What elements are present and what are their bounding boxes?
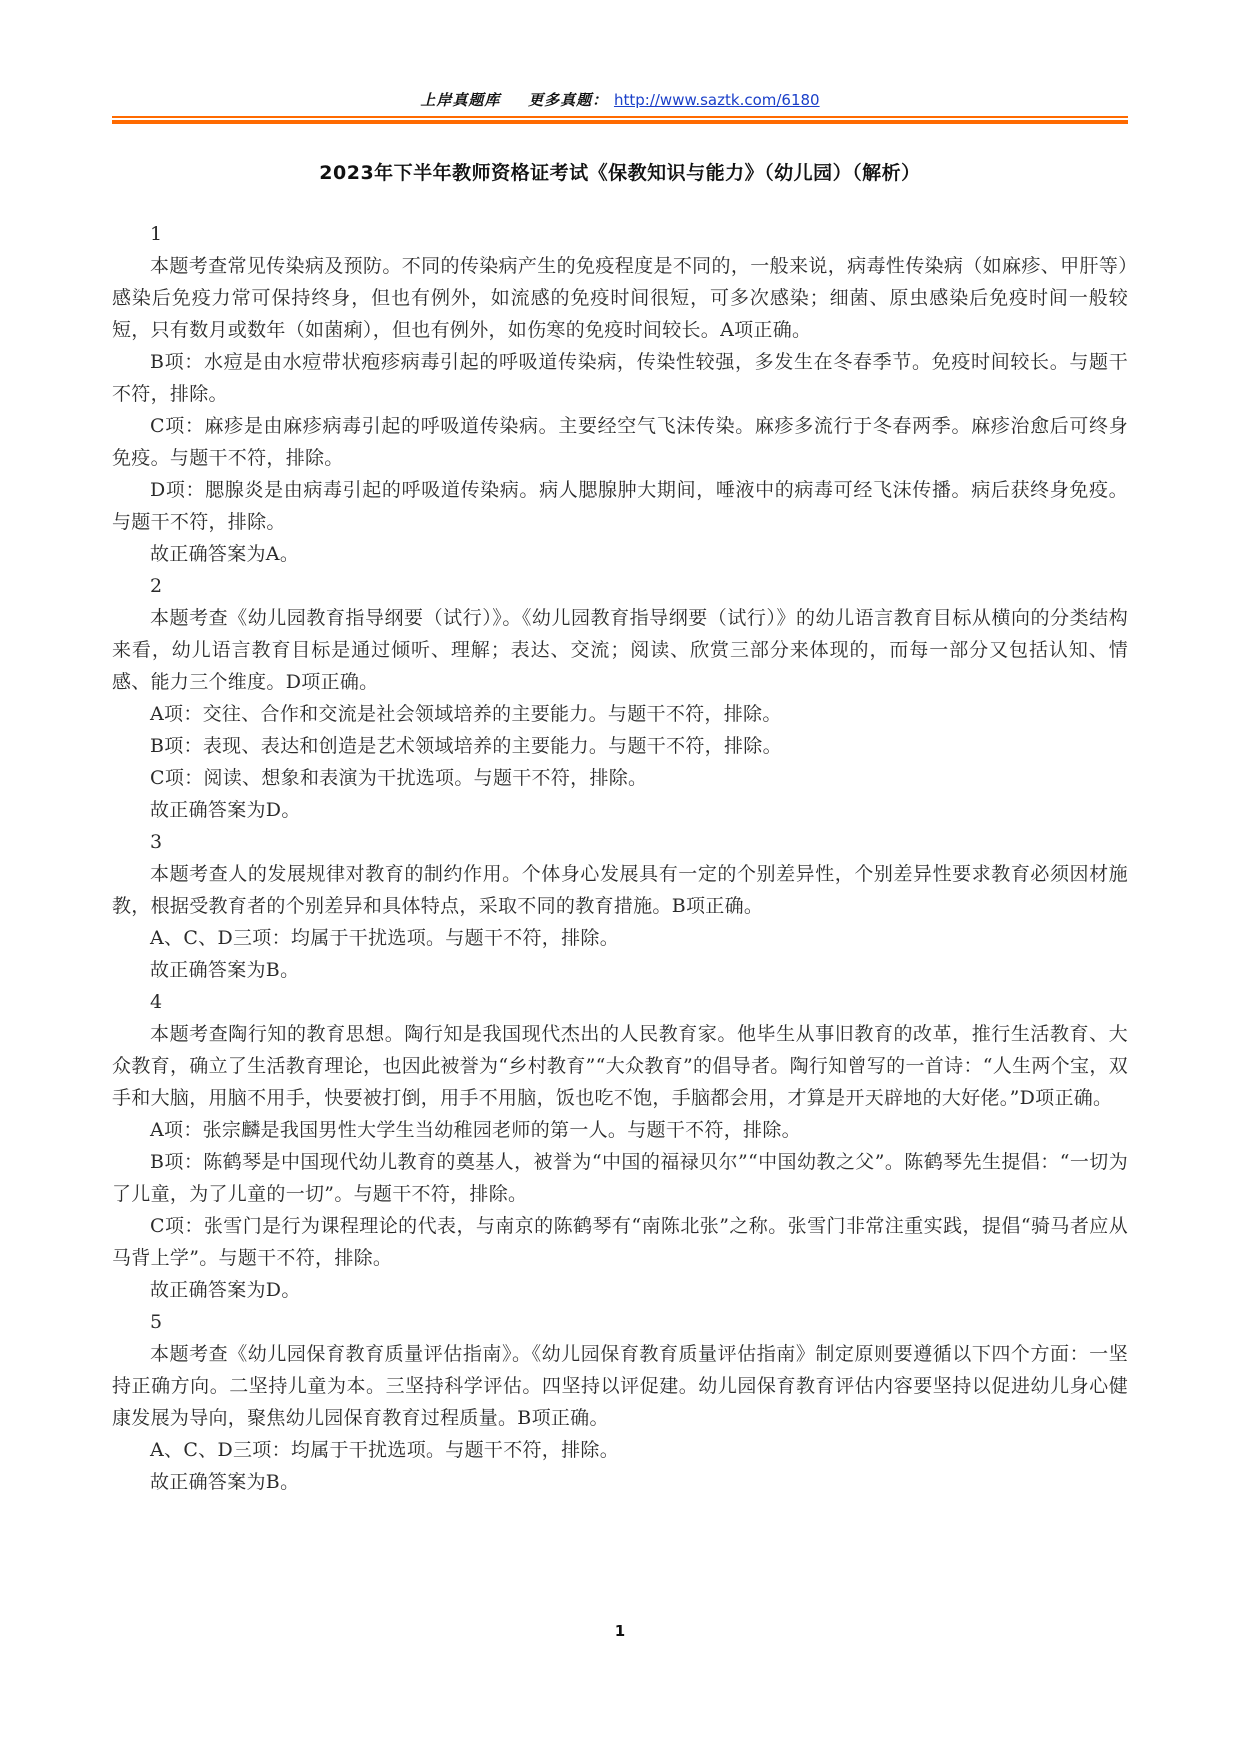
question-number: 3 [150, 831, 163, 853]
answer-paragraph: 故正确答案为D。 [150, 799, 301, 821]
analysis-paragraph: 本题考查《幼儿园保育教育质量评估指南》。《幼儿园保育教育质量评估指南》制定原则要遵循以下四个方面：一坚持正确方向。二坚持儿童为本。三坚持科学评估。四坚持以评促建。幼儿园保育教育评估内容要坚持以促进幼儿身心健康发展为导向，聚焦幼儿园保育教育过程质量。B项正确。 [112, 1343, 1128, 1429]
header-brand: 上岸真题库 [420, 91, 501, 109]
option-b-paragraph: B项：表现、表达和创造是艺术领域培养的主要能力。与题干不符，排除。 [150, 735, 782, 757]
answer-paragraph: 故正确答案为B。 [150, 1471, 300, 1493]
document-body [112, 218, 1128, 1498]
option-a-paragraph: A项：张宗麟是我国男性大学生当幼稚园老师的第一人。与题干不符，排除。 [150, 1119, 801, 1141]
header-text [112, 90, 1128, 110]
option-c-paragraph: C项：麻疹是由麻疹病毒引起的呼吸道传染病。主要经空气飞沫传染。麻疹多流行于冬春两季。麻疹治愈后可终身免疫。与题干不符，排除。 [112, 415, 1128, 469]
option-d-paragraph: D项：腮腺炎是由病毒引起的呼吸道传染病。病人腮腺肿大期间，唾液中的病毒可经飞沫传播。病后获终身免疫。与题干不符，排除。 [112, 479, 1128, 533]
answer-paragraph: 故正确答案为D。 [150, 1279, 301, 1301]
question-1 [112, 218, 1128, 570]
analysis-paragraph: 本题考查陶行知的教育思想。陶行知是我国现代杰出的人民教育家。他毕生从事旧教育的改革，推行生活教育、大众教育，确立了生活教育理论，也因此被誉为“乡村教育”“大众教育”的倡导者。陶行知曾写的一首诗：“人生两个宝，双手和大脑，用脑不用手，快要被打倒，用手不用脑，饭也吃不饱，手脑都会用，才算是开天辟地的大好佬。”D项正确。 [112, 1023, 1128, 1109]
analysis-paragraph: 本题考查常见传染病及预防。不同的传染病产生的免疫程度是不同的，一般来说，病毒性传染病（如麻疹、甲肝等）感染后免疫力常可保持终身，但也有例外，如流感的免疫时间很短，可多次感染；细菌、原虫感染后免疫时间一般较短，只有数月或数年（如菌痢），但也有例外，如伤寒的免疫时间较长。A项正确。 [112, 255, 1128, 341]
analysis-paragraph: 本题考查人的发展规律对教育的制约作用。个体身心发展具有一定的个别差异性，个别差异性要求教育必须因材施教，根据受教育者的个别差异和具体特点，采取不同的教育措施。B项正确。 [112, 863, 1128, 917]
option-b-paragraph: B项：水痘是由水痘带状疱疹病毒引起的呼吸道传染病，传染性较强，多发生在冬春季节。免疫时间较长。与题干不符，排除。 [112, 351, 1128, 405]
header-rule-thick [112, 120, 1128, 124]
header-rule-thin [112, 116, 1128, 118]
question-number: 5 [150, 1311, 163, 1333]
question-number: 1 [150, 223, 163, 245]
header-link[interactable]: http://www.saztk.com/6180 [613, 91, 820, 109]
question-number: 4 [150, 991, 163, 1013]
option-c-paragraph: C项：张雪门是行为课程理论的代表，与南京的陈鹤琴有“南陈北张”之称。张雪门非常注重实践，提倡“骑马者应从马背上学”。与题干不符，排除。 [112, 1215, 1128, 1269]
question-2 [112, 570, 1128, 826]
answer-paragraph: 故正确答案为B。 [150, 959, 300, 981]
option-b-paragraph: B项：陈鹤琴是中国现代幼儿教育的奠基人，被誉为“中国的福禄贝尔”“中国幼教之父”。陈鹤琴先生提倡：“一切为了儿童，为了儿童的一切”。与题干不符，排除。 [112, 1151, 1128, 1205]
header-more-label: 更多真题： [528, 91, 609, 109]
page-header [112, 90, 1128, 124]
document-title: 2023年下半年教师资格证考试《保教知识与能力》（幼儿园）（解析） [319, 162, 921, 184]
option-a-paragraph: A项：交往、合作和交流是社会领域培养的主要能力。与题干不符，排除。 [150, 703, 782, 725]
question-5 [112, 1306, 1128, 1498]
question-4 [112, 986, 1128, 1306]
answer-paragraph: 故正确答案为A。 [150, 543, 300, 565]
page-number: 1 [614, 1622, 626, 1640]
option-c-paragraph: C项：阅读、想象和表演为干扰选项。与题干不符，排除。 [150, 767, 648, 789]
analysis-paragraph: 本题考查《幼儿园教育指导纲要（试行）》。《幼儿园教育指导纲要（试行）》的幼儿语言教育目标从横向的分类结构来看，幼儿语言教育目标是通过倾听、理解；表达、交流；阅读、欣赏三部分来体现的，而每一部分又包括认知、情感、能力三个维度。D项正确。 [112, 607, 1128, 693]
options-acd-paragraph: A、C、D三项：均属于干扰选项。与题干不符，排除。 [150, 1439, 619, 1461]
options-acd-paragraph: A、C、D三项：均属于干扰选项。与题干不符，排除。 [150, 927, 619, 949]
question-number: 2 [150, 575, 163, 597]
question-3 [112, 826, 1128, 986]
